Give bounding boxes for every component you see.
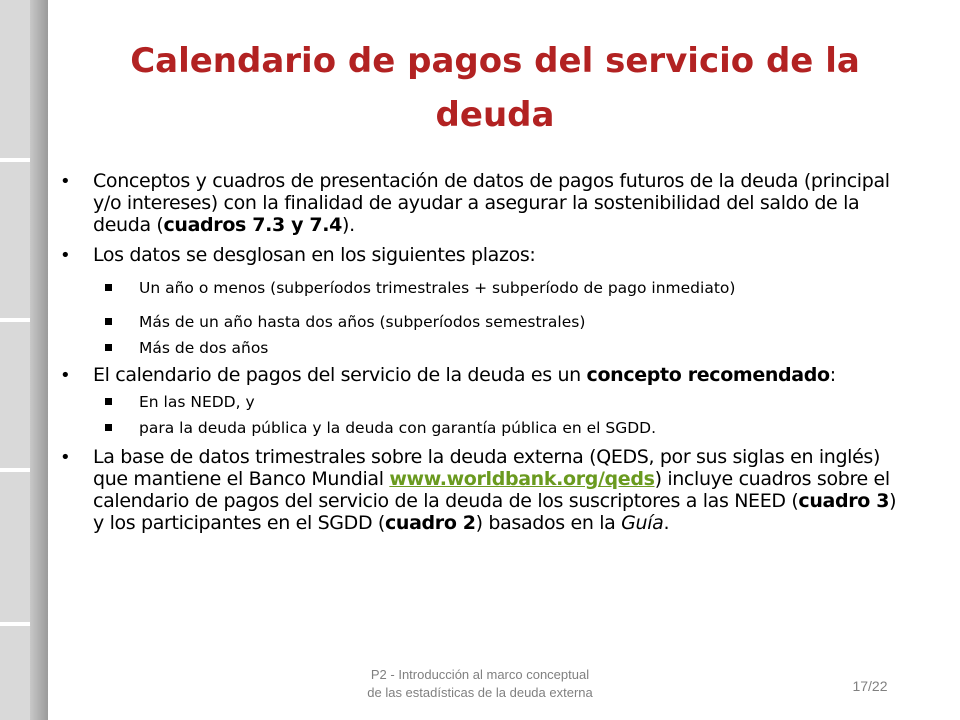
bullet-3: [60, 364, 905, 386]
worldbank-qeds-link[interactable]: www.worldbank.org/qeds: [389, 468, 655, 490]
slide-content: [60, 170, 905, 542]
footer-line-2: de las estadísticas de la deuda externa: [367, 685, 593, 700]
square-bullet-icon: [105, 284, 112, 291]
bullet-dot-icon: •: [60, 365, 71, 386]
bullet-1-bold: cuadros 7.3 y 7.4: [163, 214, 343, 236]
bullet-4-text-4: ) basados en la: [475, 512, 622, 534]
bullet-dot-icon: •: [60, 447, 71, 468]
sub-bullet-2-1: [60, 278, 905, 298]
bullet-3-text: El calendario de pagos del servicio de la deuda es un: [93, 364, 587, 386]
sub-bullet-text: para la deuda pública y la deuda con garantía pública en el SGDD.: [139, 419, 657, 437]
square-bullet-icon: [105, 424, 112, 431]
sub-bullet-text: Más de dos años: [139, 339, 269, 357]
square-bullet-icon: [105, 344, 112, 351]
slide-title-line-2: deuda: [435, 95, 555, 135]
sub-bullet-3-2: [60, 418, 905, 438]
square-bullet-icon: [105, 398, 112, 405]
decorative-side-strip: [30, 0, 48, 720]
footer-line-1: P2 - Introducción al marco conceptual: [370, 667, 590, 682]
bullet-2-text: Los datos se desglosan en los siguientes plazos:: [93, 244, 536, 266]
bullet-4-text-2: ) incluye cuadros sobre el calendario de pagos del servicio de la deuda de los suscriptores a las NEED (: [93, 468, 890, 512]
bullet-2: [60, 244, 905, 266]
bullet-4-text: La base de datos trimestrales sobre la deuda externa (QEDS, por sus siglas en inglés) que mantiene el Banco Mundial: [93, 446, 881, 490]
bullet-3-bold: concepto recomendado: [586, 364, 830, 386]
sub-bullet-text: En las NEDD, y: [139, 393, 255, 411]
bullet-4: [60, 446, 905, 534]
bullet-1-text-end: ).: [342, 214, 355, 236]
bullet-dot-icon: •: [60, 245, 71, 266]
bullet-4-text-3: ) y los participantes en el SGDD (: [93, 490, 897, 534]
page-number: 17/22: [852, 678, 888, 694]
bullet-4-text-5: .: [663, 512, 670, 534]
bullet-dot-icon: •: [60, 171, 71, 192]
sub-bullet-2-3: [60, 338, 905, 358]
square-bullet-icon: [105, 318, 112, 325]
bullet-4-bold-1: cuadro 3: [798, 490, 890, 512]
bullet-4-italic: Guía: [621, 512, 664, 534]
bullet-3-text-end: :: [829, 364, 836, 386]
sub-bullet-text: Más de un año hasta dos años (subperíodos semestrales): [139, 313, 586, 331]
bullet-1-text: Conceptos y cuadros de presentación de datos de pagos futuros de la deuda (principal y/o intereses) con la finalidad de ayudar a asegurar la sostenibilidad del saldo de la deuda (: [93, 170, 890, 236]
bullet-4-bold-2: cuadro 2: [385, 512, 476, 534]
sub-bullet-3-1: [60, 392, 905, 412]
slide-footer: [330, 666, 630, 702]
slide-title-line-1: Calendario de pagos del servicio de la: [130, 41, 860, 81]
sub-bullet-text: Un año o menos (subperíodos trimestrales + subperíodo de pago inmediato): [139, 279, 736, 297]
slide-title: [80, 34, 910, 142]
sub-bullet-2-2: [60, 312, 905, 332]
bullet-1: [60, 170, 905, 236]
